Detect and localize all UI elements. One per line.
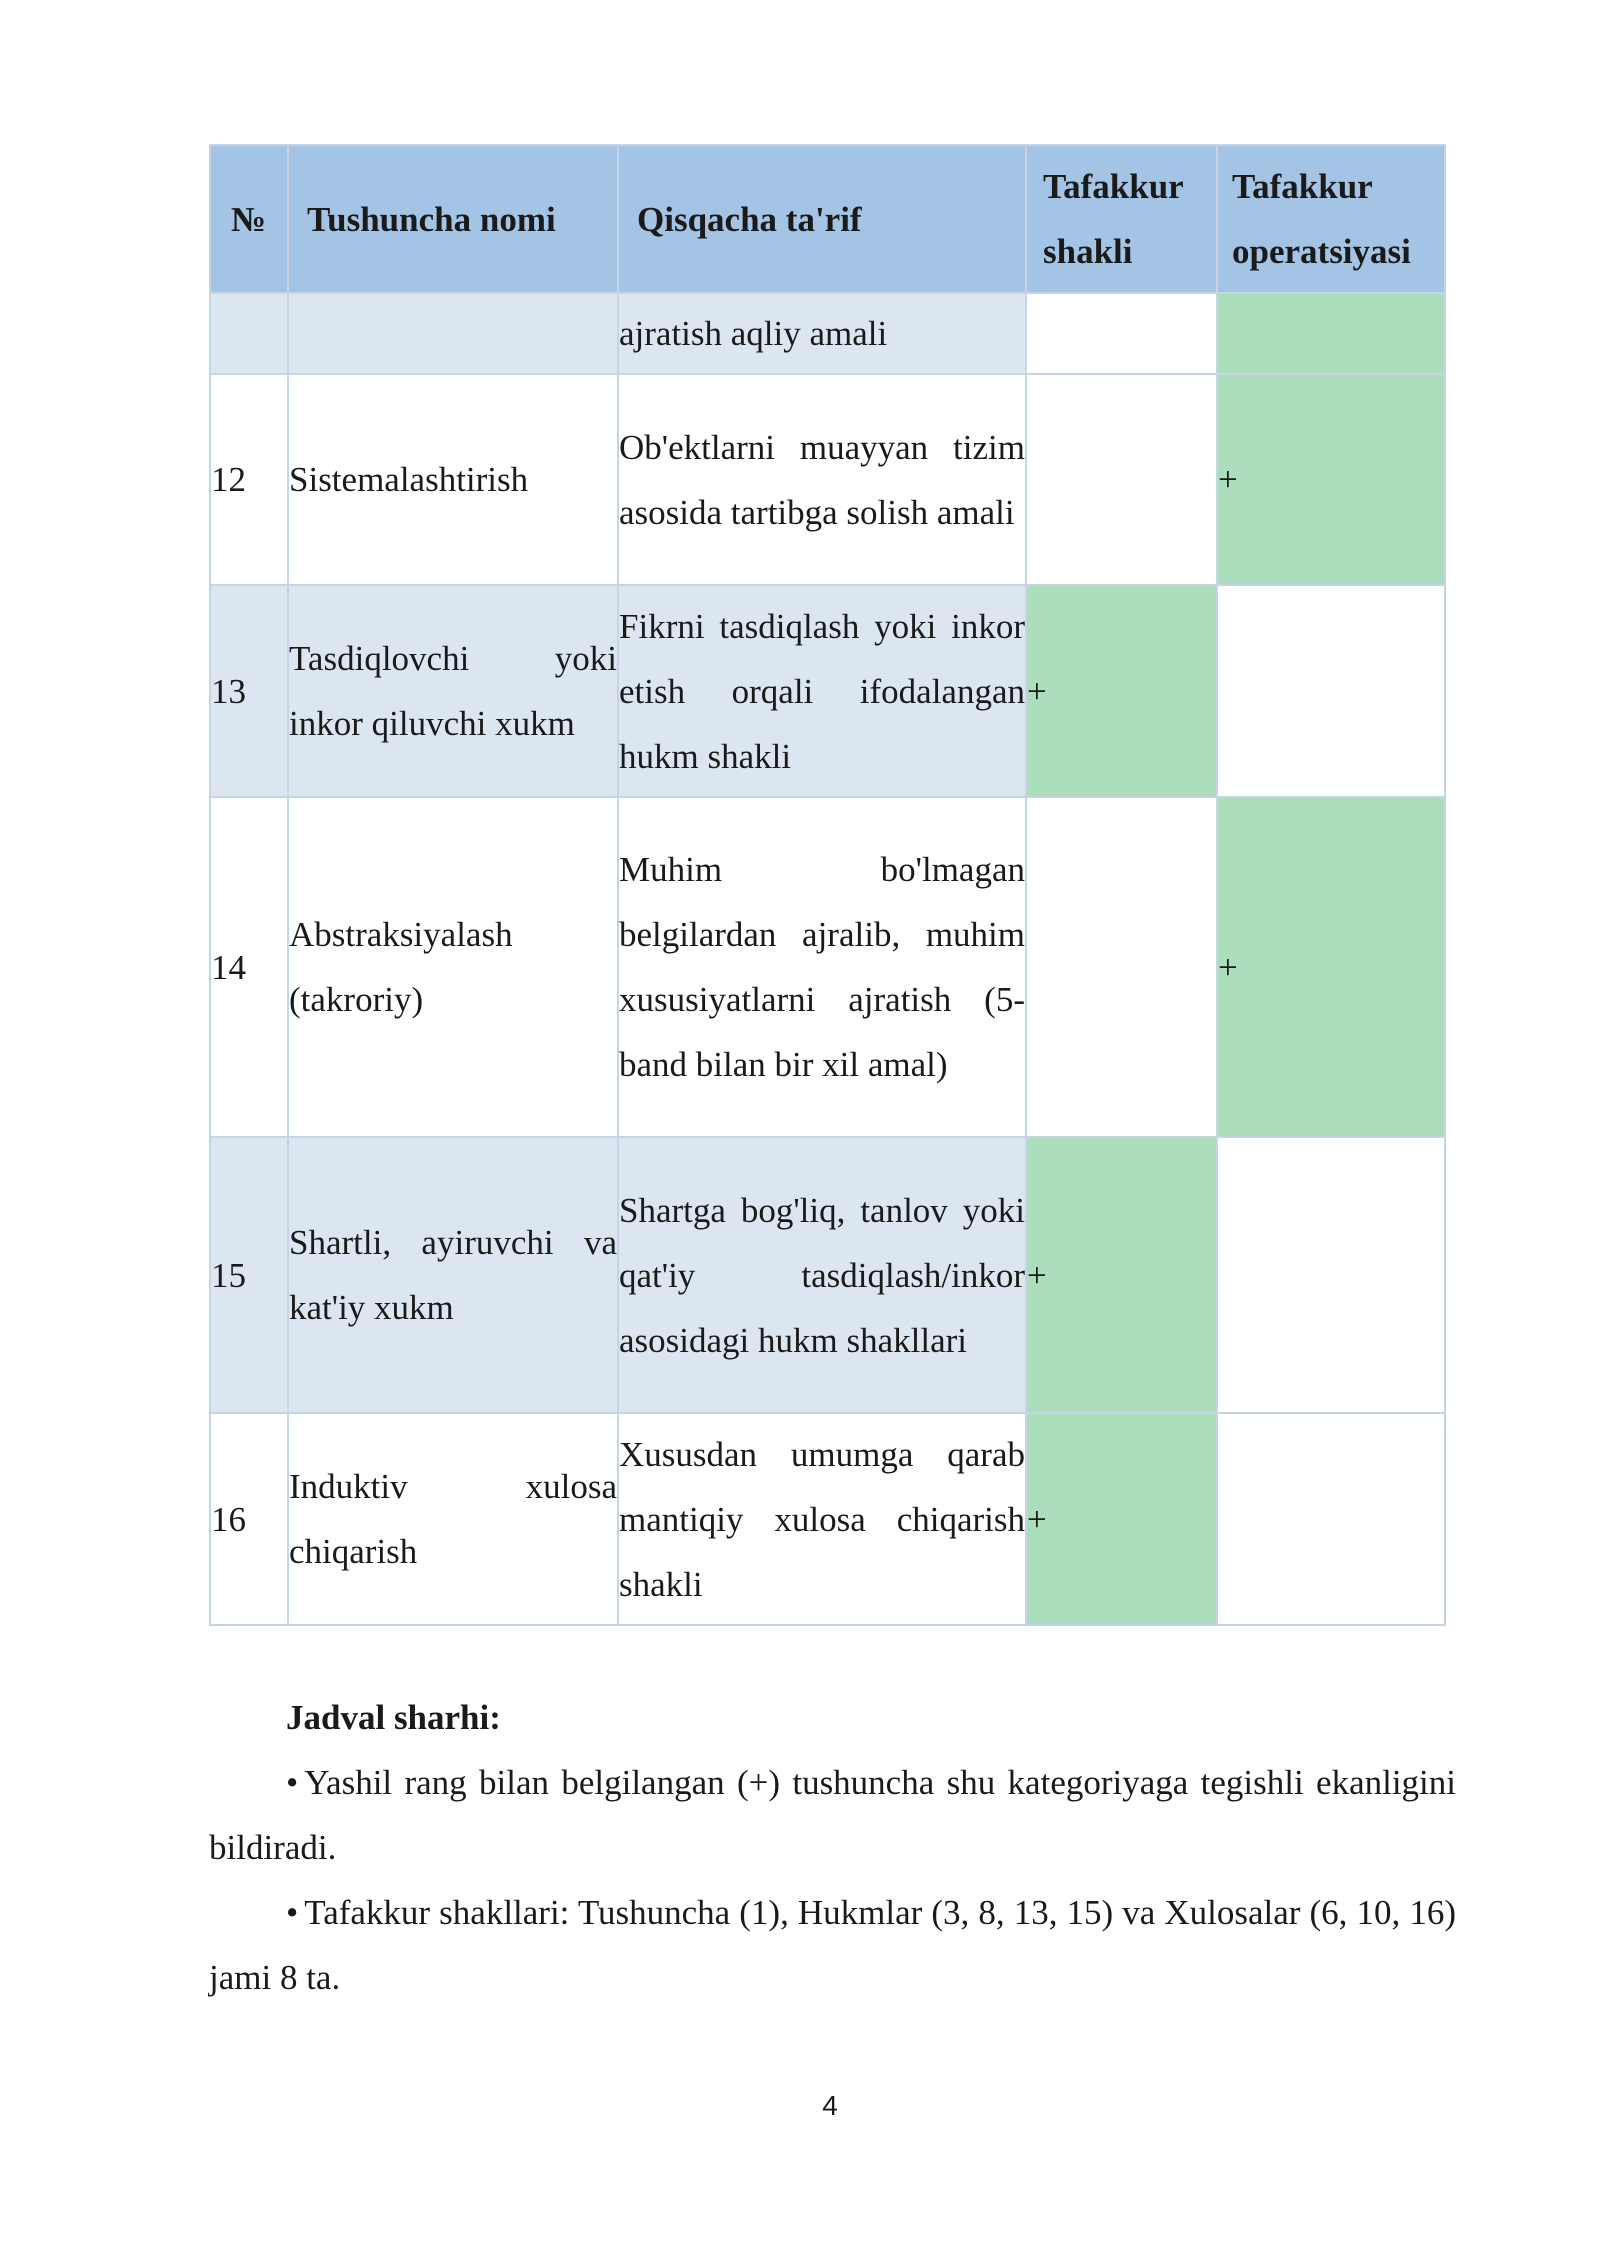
row-definition: Shartga bog'liq, tanlov yoki qat'iy tasdiqlash/inkor asosidagi hukm shakllari — [618, 1137, 1026, 1413]
row-concept-name: Shartli, ayiruvchi va kat'iy xukm — [288, 1137, 618, 1413]
row-concept-name: Tasdiqlovchi yoki inkor qiluvchi xukm — [288, 585, 618, 797]
table-row — [210, 374, 1445, 585]
row-thinking-form: + — [1026, 1413, 1217, 1625]
bullet-icon: • — [286, 1763, 299, 1802]
table-row — [210, 797, 1445, 1137]
table-row — [210, 293, 1445, 374]
page-number: 4 — [822, 2090, 838, 2121]
row-concept-name: Induktiv xulosa chiqarish — [288, 1413, 618, 1625]
row-thinking-operation — [1217, 1413, 1445, 1625]
concepts-table — [209, 144, 1446, 1626]
table-row — [210, 585, 1445, 797]
row-definition: Muhim bo'lmagan belgilardan ajralib, muhim xususiyatlarni ajratish (5-band bilan bir xil amal) — [618, 797, 1026, 1137]
row-thinking-form — [1026, 374, 1217, 585]
table-header-row — [210, 145, 1445, 293]
header-number: № — [210, 145, 288, 293]
row-thinking-form — [1026, 797, 1217, 1137]
table-row — [210, 1137, 1445, 1413]
row-thinking-operation — [1217, 585, 1445, 797]
row-number: 12 — [210, 374, 288, 585]
header-concept-name: Tushuncha nomi — [288, 145, 618, 293]
row-number: 14 — [210, 797, 288, 1137]
row-concept-name: Sistemalashtirish — [288, 374, 618, 585]
row-definition: ajratish aqliy amali — [618, 293, 1026, 374]
row-concept-name — [288, 293, 618, 374]
row-thinking-operation: + — [1217, 797, 1445, 1137]
table-notes — [209, 1685, 1456, 2010]
row-thinking-operation — [1217, 1137, 1445, 1413]
row-definition: Xususdan umumga qarab mantiqiy xulosa chiqarish shakli — [618, 1413, 1026, 1625]
row-number: 13 — [210, 585, 288, 797]
notes-bullet — [209, 1750, 1456, 1880]
bullet-icon: • — [286, 1893, 299, 1932]
notes-bullet-text: Yashil rang bilan belgilangan (+) tushuncha shu kategoriyaga tegishli ekanligini bildiradi. — [209, 1763, 1456, 1867]
notes-bullet — [209, 1880, 1456, 2010]
row-thinking-form — [1026, 293, 1217, 374]
table-row — [210, 1413, 1445, 1625]
header-definition: Qisqacha ta'rif — [618, 145, 1026, 293]
notes-bullet-text: Tafakkur shakllari: Tushuncha (1), Hukmlar (3, 8, 13, 15) va Xulosalar (6, 10, 16) jami 8 ta. — [209, 1893, 1456, 1997]
row-thinking-operation — [1217, 293, 1445, 374]
notes-heading: Jadval sharhi: — [286, 1698, 501, 1737]
row-thinking-form: + — [1026, 585, 1217, 797]
row-thinking-operation: + — [1217, 374, 1445, 585]
row-definition: Fikrni tasdiqlash yoki inkor etish orqali ifodalangan hukm shakli — [618, 585, 1026, 797]
row-thinking-form: + — [1026, 1137, 1217, 1413]
row-number: 16 — [210, 1413, 288, 1625]
row-concept-name: Abstraksiyalash (takroriy) — [288, 797, 618, 1137]
header-thinking-form: Tafakkur shakli — [1026, 145, 1217, 293]
row-number — [210, 293, 288, 374]
header-thinking-operation: Tafakkur operatsiyasi — [1217, 145, 1445, 293]
row-number: 15 — [210, 1137, 288, 1413]
row-definition: Ob'ektlarni muayyan tizim asosida tartibga solish amali — [618, 374, 1026, 585]
